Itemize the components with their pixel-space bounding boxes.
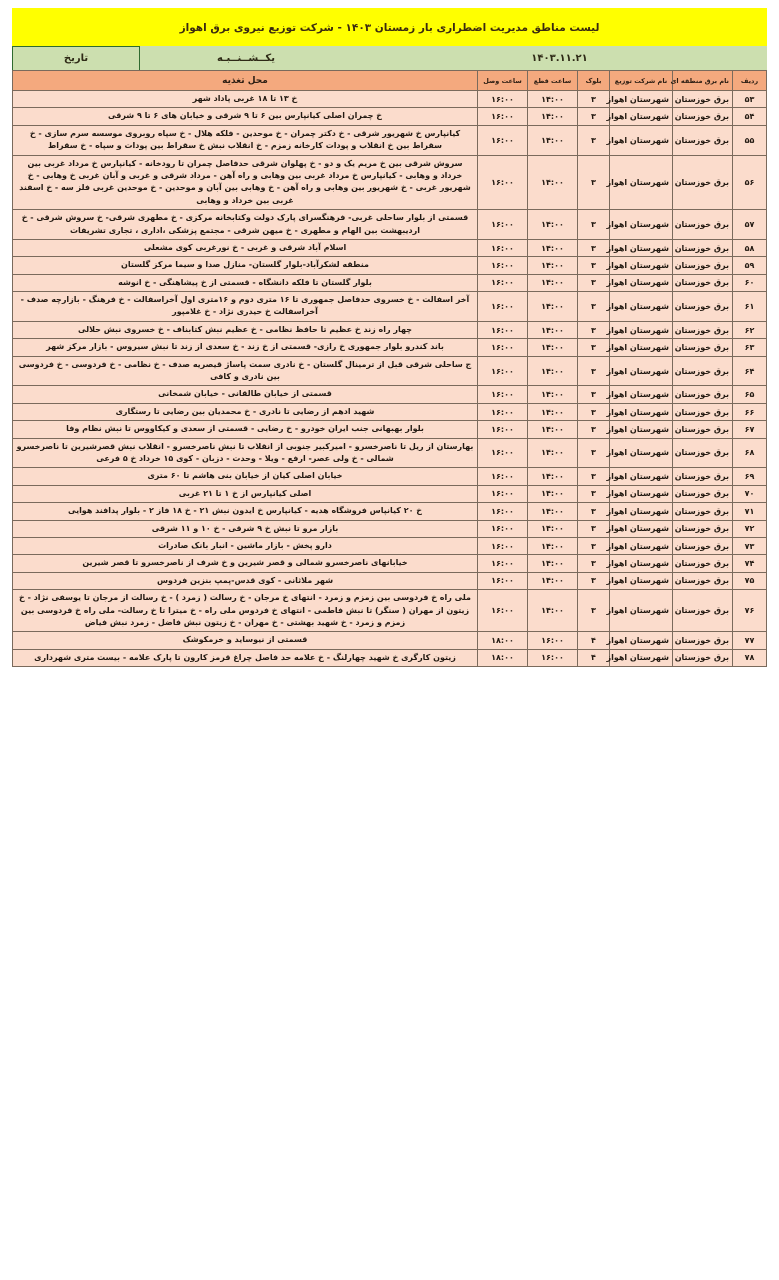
cell-off: ۱۴:۰۰ bbox=[528, 386, 578, 403]
cell-block: ۳ bbox=[578, 321, 610, 338]
cell-radif: ۶۳ bbox=[733, 339, 767, 356]
cell-off: ۱۴:۰۰ bbox=[528, 125, 578, 155]
cell-on: ۱۶:۰۰ bbox=[478, 108, 528, 125]
cell-feed: شهر ملاثانی - کوی قدس-پمپ بنزین فردوس bbox=[13, 572, 478, 589]
cell-feed: خ ۱۳ تا ۱۸ غربی پاداد شهر bbox=[13, 91, 478, 108]
cell-feed: بلوار بهبهانی جنب ایران خودرو - خ رضایی - قسمتی از سعدی و کیکاووس تا نبش نظام وفا bbox=[13, 421, 478, 438]
cell-off: ۱۴:۰۰ bbox=[528, 537, 578, 554]
table-row bbox=[13, 155, 767, 210]
cell-block: ۳ bbox=[578, 292, 610, 322]
date-band bbox=[12, 46, 767, 70]
cell-on: ۱۶:۰۰ bbox=[478, 590, 528, 632]
cell-on: ۱۶:۰۰ bbox=[478, 321, 528, 338]
cell-on: ۱۶:۰۰ bbox=[478, 503, 528, 520]
cell-radif: ۷۰ bbox=[733, 485, 767, 502]
table-row bbox=[13, 403, 767, 420]
cell-radif: ۶۱ bbox=[733, 292, 767, 322]
cell-on: ۱۶:۰۰ bbox=[478, 537, 528, 554]
cell-company: شهرستان اهواز bbox=[610, 438, 673, 468]
cell-off: ۱۴:۰۰ bbox=[528, 239, 578, 256]
cell-company: شهرستان اهواز bbox=[610, 468, 673, 485]
cell-off: ۱۴:۰۰ bbox=[528, 274, 578, 291]
table-header-row bbox=[13, 71, 767, 91]
cell-region: برق خوزستان bbox=[673, 632, 733, 649]
cell-off: ۱۴:۰۰ bbox=[528, 555, 578, 572]
cell-off: ۱۴:۰۰ bbox=[528, 590, 578, 632]
cell-on: ۱۶:۰۰ bbox=[478, 339, 528, 356]
cell-feed: خ چمران اصلی کیانپارس بین ۶ تا ۹ شرقی و خیابان های ۶ تا ۹ شرقی bbox=[13, 108, 478, 125]
cell-company: شهرستان اهواز bbox=[610, 292, 673, 322]
cell-region: برق خوزستان bbox=[673, 210, 733, 240]
cell-region: برق خوزستان bbox=[673, 590, 733, 632]
cell-block: ۳ bbox=[578, 421, 610, 438]
cell-feed: زیتون کارگری خ شهید چهارلنگ - خ علامه حد فاصل چراغ قرمز کارون تا پارک علامه - بیست متری شهرداری bbox=[13, 649, 478, 666]
cell-on: ۱۶:۰۰ bbox=[478, 356, 528, 386]
cell-company: شهرستان اهواز bbox=[610, 321, 673, 338]
cell-on: ۱۶:۰۰ bbox=[478, 421, 528, 438]
cell-feed: سروش شرقی بین خ مریم یک و دو - خ پهلوان شرقی حدفاصل چمران تا رودخانه - کیانپارس خ مرداد غربی بین خرداد و وهابی - کیانپارس خ مرداد غربی بین وهابی و راه آهن - مرداد شرقی و غربی و آبان غربی خ وهابی - خ شهریور غربی - خ شهریور بین وهابی و راه آهن - خ وهابی بین آبان و موحدین - خ موحدین غربی فلز سه - خ اسفند غربی بین خرداد و وهابی bbox=[13, 155, 478, 210]
cell-feed: خ ۲۰ کیانپاس فروشگاه هدیه - کیانپارس خ ایدون نبش ۲۱ - خ ۱۸ فاز ۲ - بلوار پدافند هوایی bbox=[13, 503, 478, 520]
cell-feed: آخر اسفالت - خ خسروی حدفاصل جمهوری تا ۱۶ متری دوم و ۱۶متری اول آخراسفالت - خ فرهنگ - بازارچه صدف - آخراسفالت خ حیدری نژاد - خ غلامپور bbox=[13, 292, 478, 322]
cell-on: ۱۶:۰۰ bbox=[478, 485, 528, 502]
cell-radif: ۷۸ bbox=[733, 649, 767, 666]
table-row bbox=[13, 239, 767, 256]
cell-feed: ج ساحلی شرقی قبل از ترمینال گلستان - خ نادری سمت پاساژ قیصریه صدف - خ نظامی - خ فردوسی - خ فردوسی بین نادری و کافی bbox=[13, 356, 478, 386]
table-row bbox=[13, 468, 767, 485]
cell-on: ۱۶:۰۰ bbox=[478, 438, 528, 468]
cell-radif: ۵۸ bbox=[733, 239, 767, 256]
table-body bbox=[13, 91, 767, 667]
cell-off: ۱۴:۰۰ bbox=[528, 438, 578, 468]
cell-region: برق خوزستان bbox=[673, 468, 733, 485]
cell-radif: ۷۴ bbox=[733, 555, 767, 572]
cell-block: ۳ bbox=[578, 485, 610, 502]
cell-feed: بازار مرو تا نبش خ ۹ شرقی - خ ۱۰ و ۱۱ شرقی bbox=[13, 520, 478, 537]
table-row bbox=[13, 257, 767, 274]
cell-on: ۱۶:۰۰ bbox=[478, 403, 528, 420]
cell-company: شهرستان اهواز bbox=[610, 421, 673, 438]
cell-feed: قسمتی از نیوساید و خرمکوشک bbox=[13, 632, 478, 649]
cell-radif: ۶۸ bbox=[733, 438, 767, 468]
table-row bbox=[13, 649, 767, 666]
cell-radif: ۷۵ bbox=[733, 572, 767, 589]
cell-radif: ۵۶ bbox=[733, 155, 767, 210]
date-label: تاریخ bbox=[12, 46, 140, 70]
table-row bbox=[13, 421, 767, 438]
cell-company: شهرستان اهواز bbox=[610, 649, 673, 666]
cell-region: برق خوزستان bbox=[673, 649, 733, 666]
cell-region: برق خوزستان bbox=[673, 438, 733, 468]
cell-on: ۱۶:۰۰ bbox=[478, 386, 528, 403]
cell-off: ۱۴:۰۰ bbox=[528, 257, 578, 274]
cell-on: ۱۶:۰۰ bbox=[478, 555, 528, 572]
cell-on: ۱۶:۰۰ bbox=[478, 155, 528, 210]
cell-radif: ۷۲ bbox=[733, 520, 767, 537]
column-header-feed: محل تغذیه bbox=[13, 71, 478, 91]
cell-off: ۱۴:۰۰ bbox=[528, 520, 578, 537]
cell-feed: باند کندرو بلوار جمهوری خ رازی- قسمتی از خ زند - خ سعدی از زند تا نبش سیروس - بازار مرکز شهر bbox=[13, 339, 478, 356]
cell-radif: ۶۶ bbox=[733, 403, 767, 420]
cell-radif: ۵۷ bbox=[733, 210, 767, 240]
cell-company: شهرستان اهواز bbox=[610, 403, 673, 420]
table-row bbox=[13, 632, 767, 649]
cell-on: ۱۶:۰۰ bbox=[478, 210, 528, 240]
cell-company: شهرستان اهواز bbox=[610, 239, 673, 256]
table-row bbox=[13, 537, 767, 554]
cell-off: ۱۶:۰۰ bbox=[528, 632, 578, 649]
cell-company: شهرستان اهواز bbox=[610, 257, 673, 274]
cell-feed: اسلام آباد شرقی و غربی - خ نورغربی کوی مشعلی bbox=[13, 239, 478, 256]
cell-region: برق خوزستان bbox=[673, 125, 733, 155]
cell-on: ۱۶:۰۰ bbox=[478, 125, 528, 155]
cell-on: ۱۸:۰۰ bbox=[478, 632, 528, 649]
column-header-radif: ردیف bbox=[733, 71, 767, 91]
outage-table bbox=[12, 70, 767, 667]
cell-company: شهرستان اهواز bbox=[610, 590, 673, 632]
cell-feed: بلوار گلستان تا فلکه دانشگاه - قسمتی از خ پیشاهنگی - خ انوشه bbox=[13, 274, 478, 291]
table-row bbox=[13, 572, 767, 589]
cell-region: برق خوزستان bbox=[673, 572, 733, 589]
cell-region: برق خوزستان bbox=[673, 292, 733, 322]
table-row bbox=[13, 339, 767, 356]
table-row bbox=[13, 125, 767, 155]
cell-on: ۱۸:۰۰ bbox=[478, 649, 528, 666]
cell-company: شهرستان اهواز bbox=[610, 274, 673, 291]
cell-block: ۳ bbox=[578, 590, 610, 632]
cell-company: شهرستان اهواز bbox=[610, 572, 673, 589]
cell-feed: منطقه لشکرآباد-بلوار گلستان- منازل صدا و سیما مرکز گلستان bbox=[13, 257, 478, 274]
cell-block: ۳ bbox=[578, 155, 610, 210]
cell-block: ۳ bbox=[578, 274, 610, 291]
cell-feed: اصلی کیانپارس از خ ۱ تا ۲۱ غربی bbox=[13, 485, 478, 502]
cell-company: شهرستان اهواز bbox=[610, 386, 673, 403]
cell-region: برق خوزستان bbox=[673, 403, 733, 420]
cell-radif: ۷۳ bbox=[733, 537, 767, 554]
column-header-region: نام برق منطقه ای bbox=[673, 71, 733, 91]
table-row bbox=[13, 91, 767, 108]
cell-off: ۱۴:۰۰ bbox=[528, 503, 578, 520]
cell-region: برق خوزستان bbox=[673, 386, 733, 403]
cell-block: ۴ bbox=[578, 632, 610, 649]
cell-radif: ۶۲ bbox=[733, 321, 767, 338]
cell-region: برق خوزستان bbox=[673, 537, 733, 554]
cell-radif: ۵۹ bbox=[733, 257, 767, 274]
cell-on: ۱۶:۰۰ bbox=[478, 239, 528, 256]
cell-on: ۱۶:۰۰ bbox=[478, 468, 528, 485]
date-weekday: یکــشــنــبـه bbox=[217, 52, 275, 64]
cell-radif: ۷۶ bbox=[733, 590, 767, 632]
cell-block: ۳ bbox=[578, 403, 610, 420]
cell-radif: ۶۷ bbox=[733, 421, 767, 438]
table-row bbox=[13, 321, 767, 338]
cell-feed: قسمتی از خیابان طالقانی - خیابان شمخانی bbox=[13, 386, 478, 403]
cell-region: برق خوزستان bbox=[673, 239, 733, 256]
cell-block: ۳ bbox=[578, 468, 610, 485]
cell-off: ۱۴:۰۰ bbox=[528, 155, 578, 210]
table-row bbox=[13, 274, 767, 291]
cell-radif: ۶۴ bbox=[733, 356, 767, 386]
cell-block: ۳ bbox=[578, 555, 610, 572]
cell-region: برق خوزستان bbox=[673, 91, 733, 108]
cell-block: ۴ bbox=[578, 649, 610, 666]
cell-region: برق خوزستان bbox=[673, 356, 733, 386]
cell-block: ۳ bbox=[578, 108, 610, 125]
cell-region: برق خوزستان bbox=[673, 520, 733, 537]
table-row bbox=[13, 438, 767, 468]
cell-feed: دارو پخش - بازار ماشین - انبار بانک صادرات bbox=[13, 537, 478, 554]
cell-region: برق خوزستان bbox=[673, 257, 733, 274]
cell-off: ۱۴:۰۰ bbox=[528, 485, 578, 502]
cell-on: ۱۶:۰۰ bbox=[478, 91, 528, 108]
cell-company: شهرستان اهواز bbox=[610, 91, 673, 108]
cell-block: ۳ bbox=[578, 438, 610, 468]
cell-off: ۱۴:۰۰ bbox=[528, 292, 578, 322]
cell-radif: ۷۷ bbox=[733, 632, 767, 649]
table-row bbox=[13, 590, 767, 632]
cell-radif: ۵۳ bbox=[733, 91, 767, 108]
cell-company: شهرستان اهواز bbox=[610, 155, 673, 210]
cell-block: ۳ bbox=[578, 356, 610, 386]
cell-region: برق خوزستان bbox=[673, 108, 733, 125]
cell-off: ۱۴:۰۰ bbox=[528, 572, 578, 589]
column-header-block: بلوک bbox=[578, 71, 610, 91]
cell-region: برق خوزستان bbox=[673, 485, 733, 502]
cell-company: شهرستان اهواز bbox=[610, 555, 673, 572]
cell-off: ۱۴:۰۰ bbox=[528, 108, 578, 125]
cell-feed: قسمتی از بلوار ساحلی غربی- فرهنگسرای پارک دولت وکتابخانه مرکزی - خ مطهری شرقی- خ سروش شرقی - خ اردیبهشت بین الهام و مطهری - خ میهن شرقی - مجتمع پزشکی ،اداری ، تجاری تشریفات bbox=[13, 210, 478, 240]
cell-off: ۱۴:۰۰ bbox=[528, 468, 578, 485]
table-row bbox=[13, 386, 767, 403]
column-header-on: ساعت وصل bbox=[478, 71, 528, 91]
cell-block: ۳ bbox=[578, 91, 610, 108]
cell-radif: ۶۰ bbox=[733, 274, 767, 291]
table-row bbox=[13, 555, 767, 572]
cell-off: ۱۴:۰۰ bbox=[528, 403, 578, 420]
date-value: ۱۴۰۳.۱۱.۲۱ bbox=[531, 52, 588, 64]
cell-radif: ۵۵ bbox=[733, 125, 767, 155]
cell-off: ۱۴:۰۰ bbox=[528, 339, 578, 356]
cell-company: شهرستان اهواز bbox=[610, 485, 673, 502]
table-row bbox=[13, 292, 767, 322]
cell-block: ۳ bbox=[578, 210, 610, 240]
column-header-off: ساعت قطع bbox=[528, 71, 578, 91]
table-row bbox=[13, 485, 767, 502]
cell-region: برق خوزستان bbox=[673, 155, 733, 210]
cell-region: برق خوزستان bbox=[673, 421, 733, 438]
cell-on: ۱۶:۰۰ bbox=[478, 292, 528, 322]
cell-region: برق خوزستان bbox=[673, 274, 733, 291]
cell-region: برق خوزستان bbox=[673, 503, 733, 520]
cell-feed: بهارستان از ریل تا ناصرخسرو - امیرکبیر جنوبی از انقلاب تا نبش ناصرخسرو - انقلاب نبش قصرشیرین تا ناصرخسرو شمالی - خ ولی عصر- ارفع - ویلا - وحدت - دزبان - کوی ۱۵ خرداد خ ۵ فرعی bbox=[13, 438, 478, 468]
cell-off: ۱۶:۰۰ bbox=[528, 649, 578, 666]
page-title: لیست مناطق مدیریت اضطراری بار زمستان ۱۴۰۳ - شرکت توزیع نیروی برق اهواز bbox=[12, 8, 767, 46]
cell-on: ۱۶:۰۰ bbox=[478, 257, 528, 274]
cell-radif: ۶۵ bbox=[733, 386, 767, 403]
cell-feed: کیانپارس خ شهریور شرقی - خ دکتر چمران - خ موحدین - فلکه هلال - خ سپاه روبروی موسسه سرم سازی - خ سقراط بین خ انقلاب و پودات کارخانه زمزم - خ انقلاب نبش خ سقراط بین پودات و سپاه - خ سقراط bbox=[13, 125, 478, 155]
cell-feed: خیابانهای ناصرخسرو شمالی و قصر شیرین و خ شرف از ناصرخسرو تا قصر شیرین bbox=[13, 555, 478, 572]
table-row bbox=[13, 356, 767, 386]
table-row bbox=[13, 210, 767, 240]
table-row bbox=[13, 108, 767, 125]
cell-block: ۳ bbox=[578, 537, 610, 554]
cell-off: ۱۴:۰۰ bbox=[528, 421, 578, 438]
cell-block: ۳ bbox=[578, 257, 610, 274]
cell-off: ۱۴:۰۰ bbox=[528, 91, 578, 108]
cell-region: برق خوزستان bbox=[673, 339, 733, 356]
cell-company: شهرستان اهواز bbox=[610, 339, 673, 356]
cell-block: ۳ bbox=[578, 520, 610, 537]
column-header-company: نام شرکت توزیع bbox=[610, 71, 673, 91]
cell-company: شهرستان اهواز bbox=[610, 125, 673, 155]
cell-region: برق خوزستان bbox=[673, 321, 733, 338]
cell-company: شهرستان اهواز bbox=[610, 503, 673, 520]
cell-block: ۳ bbox=[578, 239, 610, 256]
cell-off: ۱۴:۰۰ bbox=[528, 356, 578, 386]
cell-feed: ملی راه خ فردوسی بین زمزم و زمرد - انتهای خ مرجان - خ رسالت ( زمرد ) - خ رسالت از مرجان تا یوسفی نژاد - خ زیتون از مهران ( سنگر) تا نبش فاطمی - انتهای خ فردوس ملی راه - خ میترا تا خ رسالت- ملی راه خ فردوسی بین زمزم و زمرد - خ شهید بهشتی - خ مهران - خ زیتون نبش فاضل - زمرد نبش فیاض bbox=[13, 590, 478, 632]
cell-on: ۱۶:۰۰ bbox=[478, 572, 528, 589]
cell-block: ۳ bbox=[578, 339, 610, 356]
cell-feed: شهید ادهم از رضایی تا نادری - خ محمدیان بین رضایی تا رستگاری bbox=[13, 403, 478, 420]
table-row bbox=[13, 503, 767, 520]
table-row bbox=[13, 520, 767, 537]
cell-radif: ۶۹ bbox=[733, 468, 767, 485]
cell-company: شهرستان اهواز bbox=[610, 520, 673, 537]
cell-radif: ۷۱ bbox=[733, 503, 767, 520]
cell-region: برق خوزستان bbox=[673, 555, 733, 572]
cell-on: ۱۶:۰۰ bbox=[478, 520, 528, 537]
cell-block: ۳ bbox=[578, 572, 610, 589]
cell-feed: خیابان اصلی کیان از خیابان بنی هاشم تا ۶۰ متری bbox=[13, 468, 478, 485]
cell-company: شهرستان اهواز bbox=[610, 356, 673, 386]
table-header bbox=[13, 71, 767, 91]
cell-off: ۱۴:۰۰ bbox=[528, 210, 578, 240]
cell-off: ۱۴:۰۰ bbox=[528, 321, 578, 338]
cell-block: ۳ bbox=[578, 503, 610, 520]
cell-company: شهرستان اهواز bbox=[610, 210, 673, 240]
cell-company: شهرستان اهواز bbox=[610, 537, 673, 554]
cell-company: شهرستان اهواز bbox=[610, 108, 673, 125]
cell-company: شهرستان اهواز bbox=[610, 632, 673, 649]
cell-radif: ۵۴ bbox=[733, 108, 767, 125]
cell-feed: چهار راه زند خ عظیم تا حافظ نظامی - خ عظیم نبش کتابناف - خ خسروی نبش حلالی bbox=[13, 321, 478, 338]
cell-on: ۱۶:۰۰ bbox=[478, 274, 528, 291]
cell-block: ۳ bbox=[578, 386, 610, 403]
cell-block: ۳ bbox=[578, 125, 610, 155]
